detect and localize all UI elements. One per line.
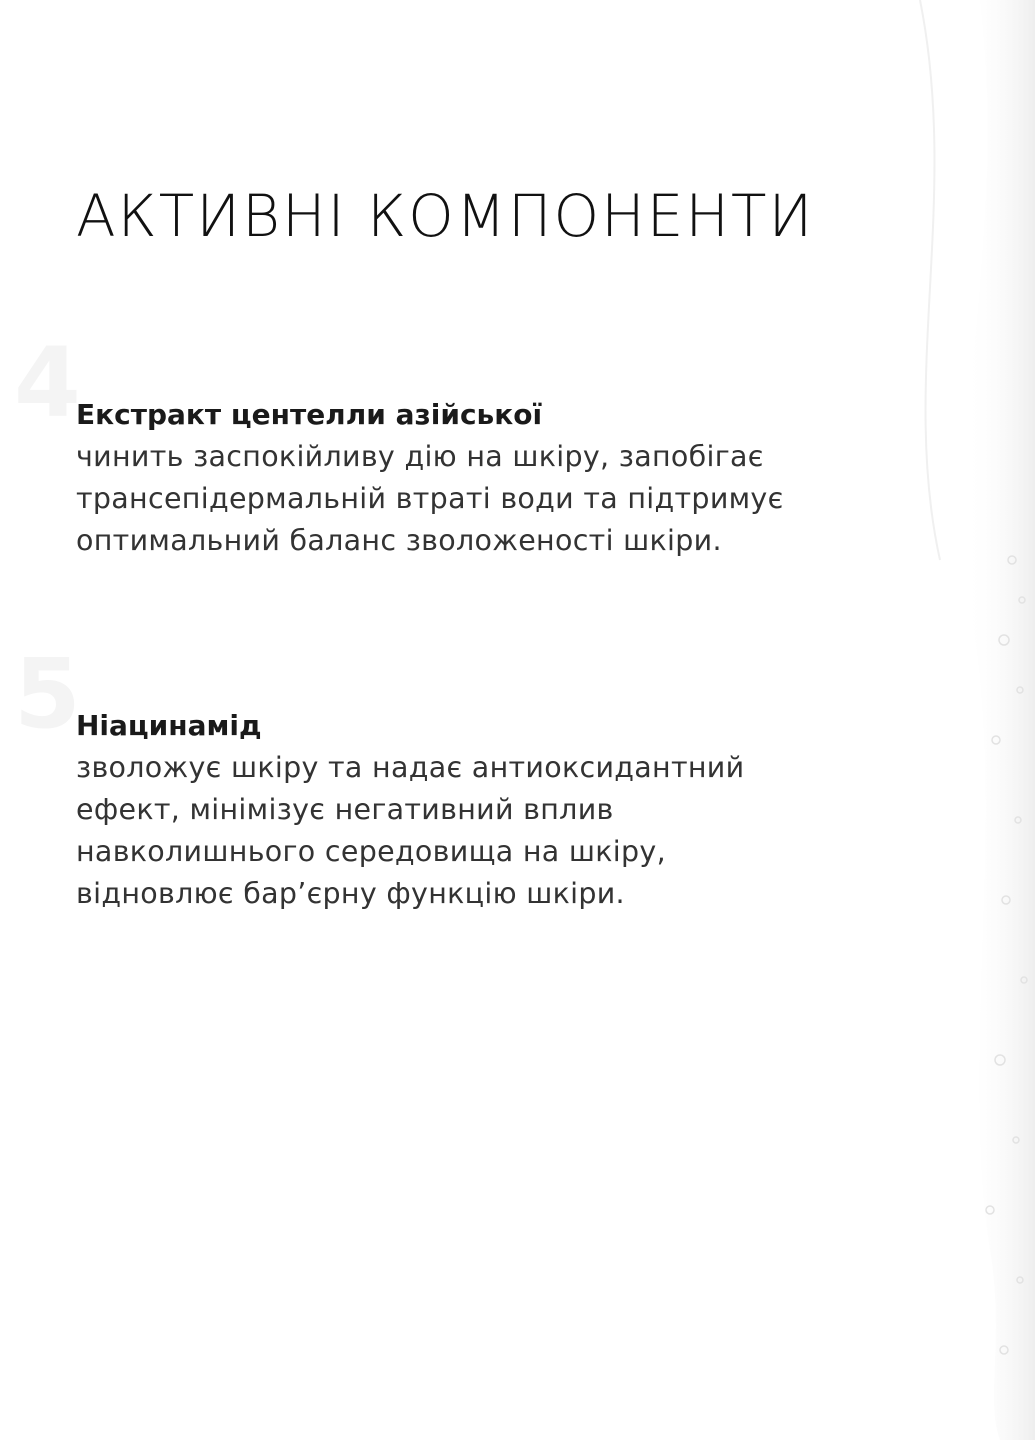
ingredient-name: Ніацинамід (76, 709, 262, 742)
description-line: чинить заспокійливу дію на шкіру, запобігає (76, 440, 764, 473)
ingredient-item-centella (14, 327, 976, 562)
description-line: відновлює бар’єрну функцію шкіри. (76, 877, 625, 910)
ingredient-number: 4 (14, 327, 81, 439)
ingredient-number: 5 (14, 638, 81, 750)
description-line: оптимальний баланс зволоженості шкіри. (76, 524, 722, 557)
ingredient-description (76, 747, 976, 915)
description-line: ефект, мінімізує негативний вплив (76, 793, 614, 826)
ingredient-description (76, 436, 976, 562)
description-line: трансепідермальній втраті води та підтримує (76, 482, 784, 515)
description-line: зволожує шкіру та надає антиоксидантний (76, 751, 745, 784)
page-title: АКТИВНІ КОМПОНЕНТИ (76, 182, 815, 250)
ingredient-item-niacinamide (14, 638, 976, 915)
ingredient-name: Екстракт центелли азійської (76, 398, 543, 431)
description-line: навколишнього середовища на шкіру, (76, 835, 666, 868)
